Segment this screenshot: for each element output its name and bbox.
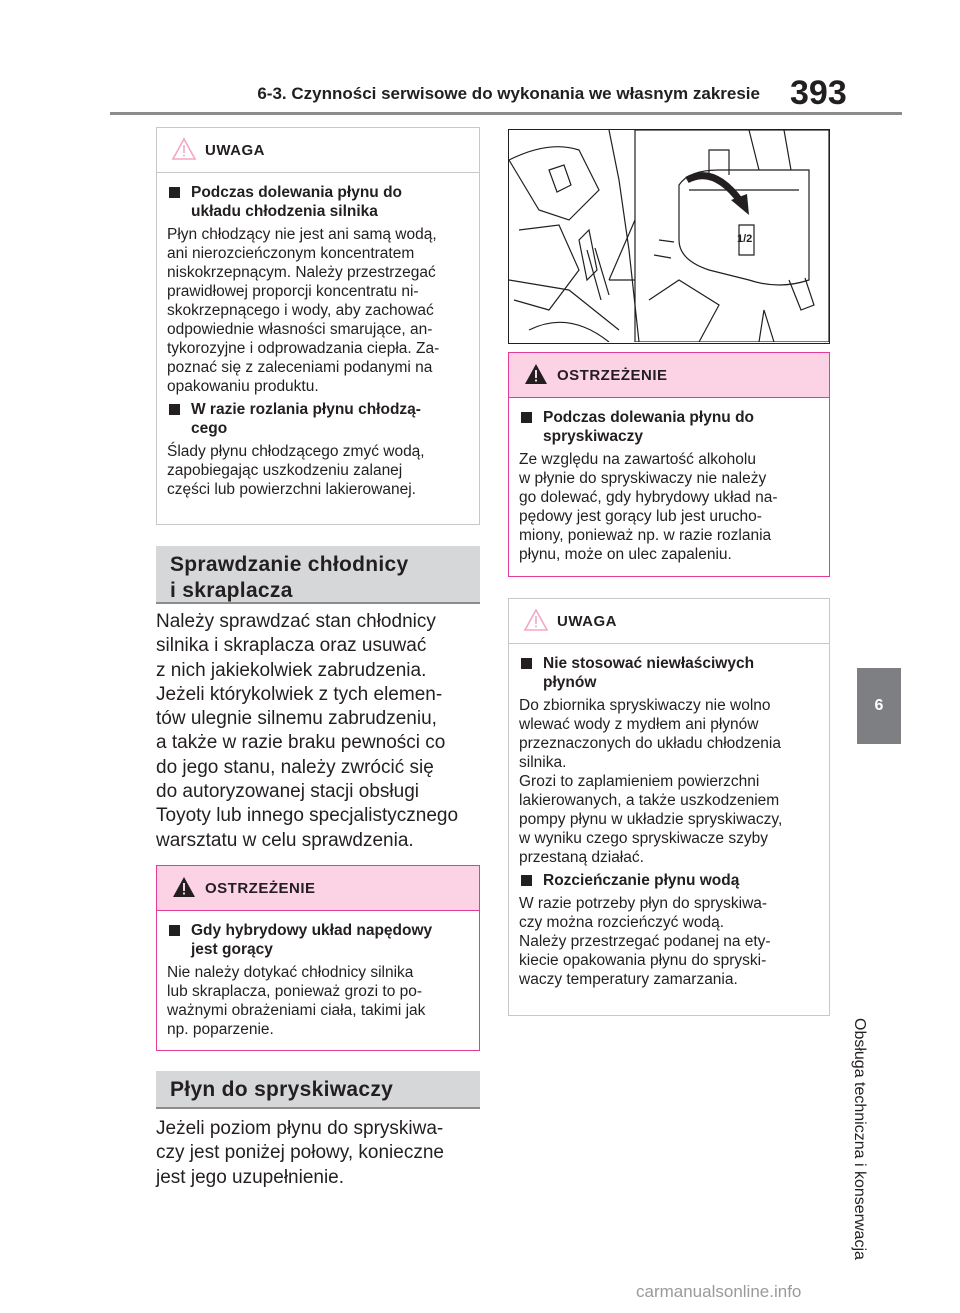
chapter-tab[interactable] xyxy=(857,668,901,744)
caution-header-2 xyxy=(509,599,829,644)
section-heading-radiator: Sprawdzanie chłodnicy i skraplacza xyxy=(156,546,480,604)
caution-heading-2: UWAGA xyxy=(557,612,617,630)
warning-text-washer: Ze względu na zawartość alkoholu w płynie do spryskiwaczy nie należy go dolewać, gdy hybrydowy układ na- pędowy jest gorący lub jest urucho- miony, ponieważ np. w razie rozlania płynu, może on ulec zapaleniu. xyxy=(519,451,778,563)
chapter-number: 6 xyxy=(874,697,884,714)
level-mark-label: 1/2 xyxy=(737,233,753,245)
caution-subheading-improper: Nie stosować niewłaściwych płynów xyxy=(519,654,819,692)
section-heading-washer: Płyn do spryskiwaczy xyxy=(156,1071,480,1109)
warning-box-washer-fluid xyxy=(508,352,830,577)
header-rule xyxy=(110,112,902,115)
caution-heading: UWAGA xyxy=(205,141,265,159)
washer-reservoir-illustration xyxy=(508,129,830,344)
engine-bay-drawing xyxy=(509,130,829,342)
warning-heading: OSTRZEŻENIE xyxy=(205,879,316,897)
caution-subheading-spill: W razie rozlania płynu chłodzą- cego xyxy=(167,400,469,438)
caution-text-improper: Do zbiornika spryskiwaczy nie wolno wlewać wody z mydłem ani płynów przeznaczonych do układu chłodzenia silnika. Grozi to zaplamieniem powierzchni lakierowanych, a także uszkodzeniem pompy płynu w układzie spryskiwaczy, w wyniku czego spryskiwacze szyby przestaną działać. xyxy=(519,697,783,866)
body-text-radiator: Należy sprawdzać stan chłodnicy silnika i skraplacza oraz usuwać z nich jakiekolwiek zabrudzenia. Jeżeli którykolwiek z tych elemen- tów ulegnie silnemu zabrudzeniu, a także w razie braku pewności co do jego stanu, należy zwrócić się do autoryzowanej stacji obsługi Toyoty lub innego specjalistycznego warsztatu w celu sprawdzenia. xyxy=(156,611,459,851)
warning-box-hot-system xyxy=(156,865,480,1051)
caution-subheading-coolant: Podczas dolewania płynu do układu chłodzenia silnika xyxy=(167,183,469,221)
warning-header xyxy=(157,866,479,911)
caution-subheading-dilution: Rozcieńczanie płynu wodą xyxy=(519,871,819,890)
warning-subheading-washer: Podczas dolewania płynu do spryskiwaczy xyxy=(519,408,819,446)
caution-triangle-icon xyxy=(523,608,549,632)
watermark: carmanualsonline.info xyxy=(636,1282,802,1301)
page-number: 393 xyxy=(790,74,847,112)
caution-box-coolant xyxy=(156,127,480,525)
caution-box-improper-fluids xyxy=(508,598,830,1016)
warning-triangle-icon xyxy=(523,362,549,386)
caution-triangle-icon xyxy=(171,137,197,161)
caution-text-spill: Ślady płynu chłodzącego zmyć wodą, zapobiegając uszkodzeniu zalanej części lub powierzchni lakierowanej. xyxy=(167,443,425,498)
caution-text-coolant: Płyn chłodzący nie jest ani samą wodą, ani nierozcieńczonym koncentratem niskokrzepnącym. Należy przestrzegać prawidłowej proporcji koncentratu ni- skokrzepnącego i wody, aby zachować odpowiednie własności smarujące, an- tykorozyjne i odprowadzania ciepła. Za- poznać się z zaleceniami podanymi na opakowaniu produktu. xyxy=(167,226,440,395)
warning-heading-2: OSTRZEŻENIE xyxy=(557,366,668,384)
warning-text-hot: Nie należy dotykać chłodnicy silnika lub skraplacza, ponieważ grozi to po- ważnymi obrażeniami ciała, takimi jak np. poparzenie. xyxy=(167,964,426,1038)
warning-subheading-hot: Gdy hybrydowy układ napędowy jest gorący xyxy=(167,921,469,959)
running-header: 6-3. Czynności serwisowe do wykonania we własnym zakresie xyxy=(257,84,760,103)
caution-text-dilution: W razie potrzeby płyn do spryskiwa- czy można rozcieńczyć wodą. Należy przestrzegać podanej na ety- kiecie opakowania płynu do spryski- waczy temperatury zamarzania. xyxy=(519,895,771,988)
body-text-washer: Jeżeli poziom płynu do spryskiwa- czy jest poniżej połowy, konieczne jest jego uzupełnienie. xyxy=(156,1118,444,1188)
warning-triangle-icon xyxy=(171,875,197,899)
caution-header xyxy=(157,128,479,173)
chapter-label: Obsługa techniczna i konserwacja xyxy=(851,1018,868,1260)
warning-header-2 xyxy=(509,353,829,398)
